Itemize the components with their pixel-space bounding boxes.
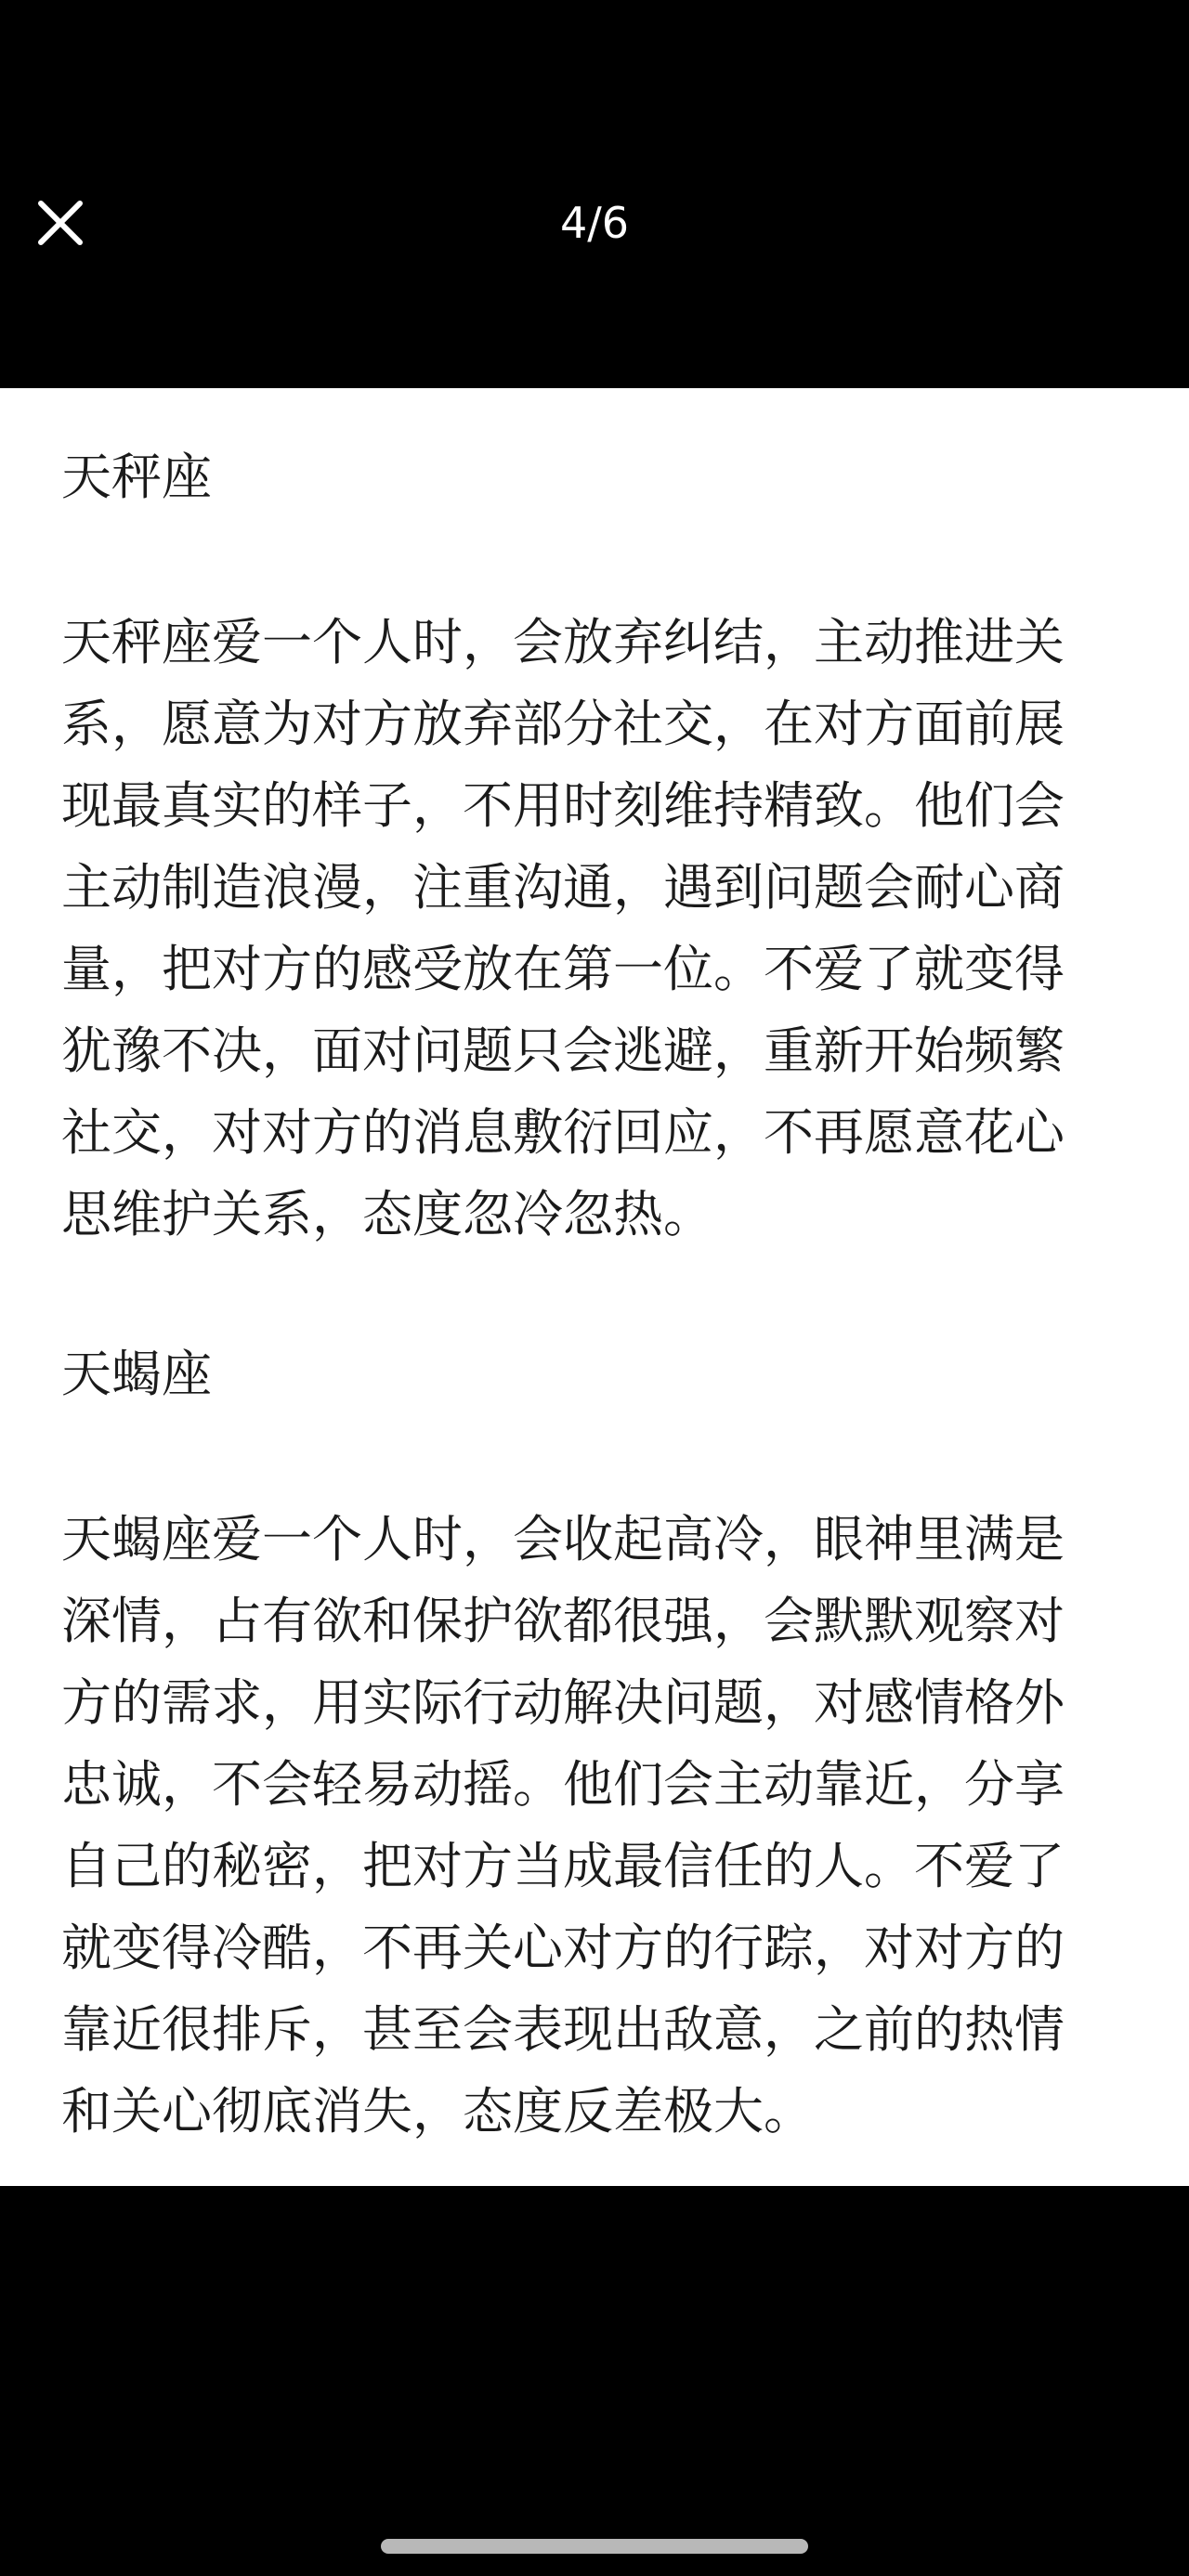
text-line: 犹豫不决，面对问题只会逃避，重新开始频繁: [61, 1021, 1065, 1080]
text-line: 方的需求，用实际行动解决问题，对感情格外: [61, 1673, 1065, 1732]
text-line: 自己的秘密，把对方当成最信任的人。不爱了: [61, 1837, 1065, 1895]
section-body-libra: [61, 602, 1130, 1255]
text-line: 天秤座爱一个人时，会放弃纠结，主动推进关: [61, 613, 1065, 671]
text-line: 现最真实的样子，不用时刻维持精致。他们会: [61, 776, 1065, 835]
text-line: 社交，对对方的消息敷衍回应，不再愿意花心: [61, 1103, 1065, 1162]
text-line: 深情，占有欲和保护欲都很强，会默默观察对: [61, 1592, 1065, 1650]
text-line: 思维护关系，态度忽冷忽热。: [61, 1185, 713, 1243]
text-line: 天蝎座爱一个人时，会收起高冷，眼神里满是: [61, 1510, 1065, 1568]
page-indicator: 4/6: [559, 198, 630, 248]
text-line: 忠诚，不会轻易动摇。他们会主动靠近，分享: [61, 1755, 1065, 1814]
text-line: 量，把对方的感受放在第一位。不爱了就变得: [61, 940, 1065, 998]
image-content-panel: [0, 388, 1189, 2186]
section-title-libra: 天秤座: [61, 448, 212, 506]
viewer-top-bar: [0, 0, 1189, 388]
home-indicator[interactable]: [381, 2539, 808, 2554]
section-title-scorpio: 天蝎座: [61, 1345, 212, 1403]
text-line: 就变得冷酷，不再关心对方的行踪，对对方的: [61, 1919, 1065, 1977]
text-line: 主动制造浪漫，注重沟通，遇到问题会耐心商: [61, 858, 1065, 917]
text-line: 系，愿意为对方放弃部分社交，在对方面前展: [61, 695, 1065, 753]
text-line: 和关心彻底消失，态度反差极大。: [61, 2082, 814, 2140]
section-body-scorpio: [61, 1499, 1130, 2153]
text-line: 靠近很排斥，甚至会表现出敌意，之前的热情: [61, 2000, 1065, 2059]
